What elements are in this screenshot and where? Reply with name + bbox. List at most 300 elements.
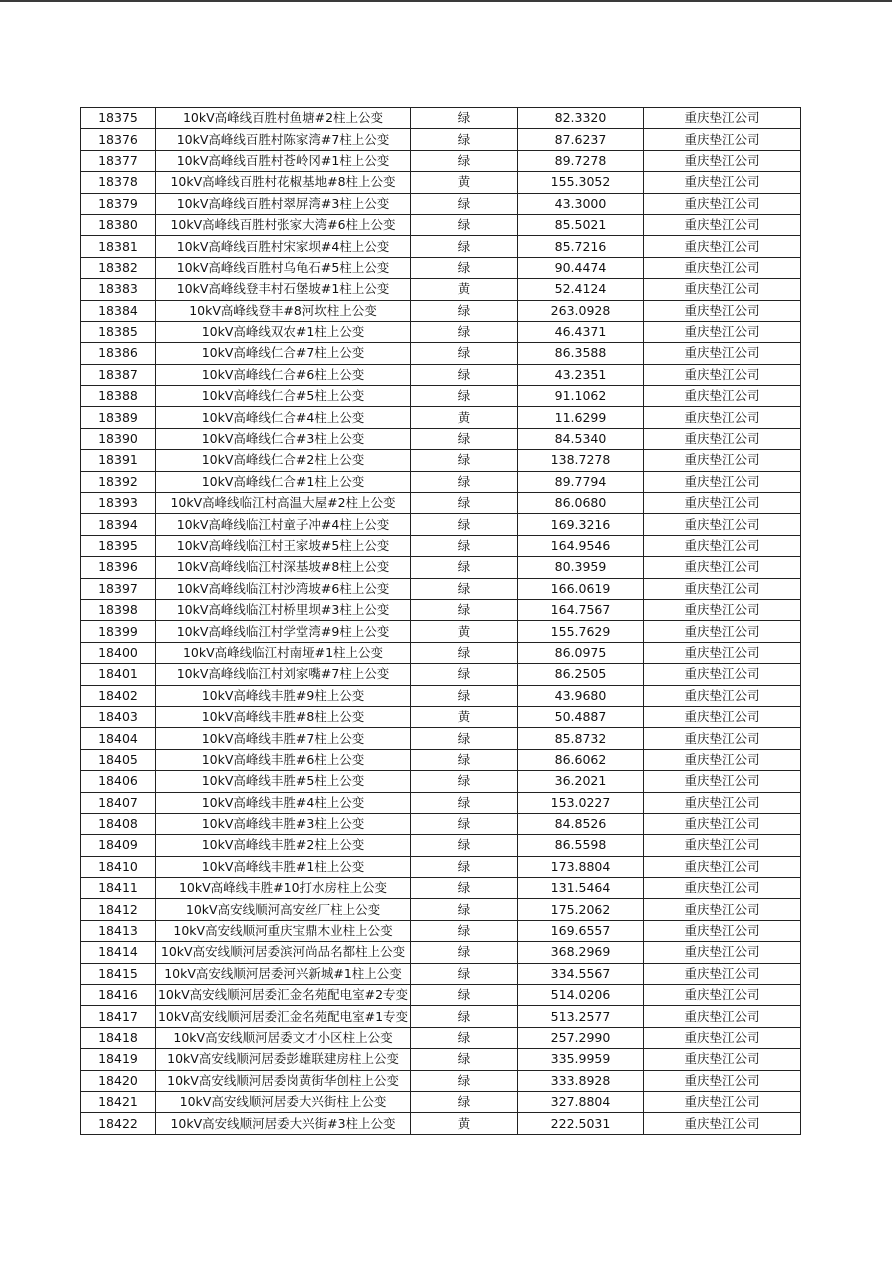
name-clip-wrapper [156,194,410,214]
transformer-name-cell [156,364,411,385]
company-cell: 重庆垫江公司 [644,706,801,727]
name-clip-wrapper [156,130,410,150]
status-cell: 绿 [411,214,518,235]
value-cell: 43.9680 [518,685,644,706]
name-clip-wrapper [156,450,410,470]
transformer-name-text: 10kV高安线顺河居委汇金名苑配电室#1专变 [157,1008,409,1024]
value-cell: 166.0619 [518,578,644,599]
value-cell: 43.2351 [518,364,644,385]
transformer-name-text: 10kV高安线顺河居委文才小区柱上公变 [173,1029,393,1045]
status-cell: 绿 [411,771,518,792]
status-cell: 绿 [411,193,518,214]
transformer-name-text: 10kV高安线顺河重庆宝鼎木业柱上公变 [173,923,393,939]
transformer-name-cell [156,386,411,407]
table-row [81,813,801,834]
company-cell: 重庆垫江公司 [644,985,801,1006]
transformer-name-text: 10kV高峰线仁合#5柱上公变 [201,388,365,404]
status-cell: 黄 [411,621,518,642]
status-cell: 绿 [411,599,518,620]
value-cell: 175.2062 [518,899,644,920]
table-row [81,386,801,407]
company-cell: 重庆垫江公司 [644,129,801,150]
transformer-name-cell [156,321,411,342]
company-cell: 重庆垫江公司 [644,685,801,706]
name-clip-wrapper [156,108,410,128]
transformer-name-cell [156,1070,411,1091]
status-cell: 绿 [411,129,518,150]
company-cell: 重庆垫江公司 [644,771,801,792]
name-clip-wrapper [156,1071,410,1091]
table-row [81,920,801,941]
name-clip-wrapper [156,985,410,1005]
table-row [81,985,801,1006]
status-cell: 绿 [411,514,518,535]
status-cell: 绿 [411,1091,518,1112]
table-row [81,236,801,257]
company-cell: 重庆垫江公司 [644,578,801,599]
name-clip-wrapper [156,472,410,492]
transformer-name-text: 10kV高峰线仁合#1柱上公变 [201,473,365,489]
company-cell: 重庆垫江公司 [644,878,801,899]
status-cell: 绿 [411,728,518,749]
company-cell: 重庆垫江公司 [644,1049,801,1070]
table-row [81,1006,801,1027]
transformer-name-cell [156,706,411,727]
row-id-cell: 18404 [81,728,156,749]
value-cell: 87.6237 [518,129,644,150]
value-cell: 86.0975 [518,642,644,663]
row-id-cell: 18396 [81,557,156,578]
row-id-cell: 18401 [81,664,156,685]
transformer-name-cell [156,878,411,899]
status-cell: 绿 [411,578,518,599]
company-cell: 重庆垫江公司 [644,599,801,620]
transformer-name-text: 10kV高峰线临江村沙湾坡#6柱上公变 [176,580,390,596]
table-row [81,557,801,578]
table-row [81,279,801,300]
status-cell: 黄 [411,407,518,428]
transformer-name-cell [156,942,411,963]
value-cell: 86.5598 [518,835,644,856]
transformer-name-cell [156,150,411,171]
company-cell: 重庆垫江公司 [644,1113,801,1134]
transformer-name-text: 10kV高峰线仁合#2柱上公变 [201,452,365,468]
table-row [81,1027,801,1048]
transformer-name-cell [156,257,411,278]
row-id-cell: 18393 [81,493,156,514]
transformer-name-cell [156,621,411,642]
value-cell: 86.2505 [518,664,644,685]
value-cell: 91.1062 [518,386,644,407]
transformer-name-text: 10kV高安线顺河居委河兴新城#1柱上公变 [164,965,402,981]
transformer-name-text: 10kV高峰线临江村学堂湾#9柱上公变 [176,623,390,639]
value-cell: 164.9546 [518,535,644,556]
row-id-cell: 18378 [81,172,156,193]
transformer-name-cell [156,193,411,214]
company-cell: 重庆垫江公司 [644,386,801,407]
value-cell: 84.5340 [518,428,644,449]
row-id-cell: 18395 [81,535,156,556]
transformer-name-cell [156,493,411,514]
status-cell: 绿 [411,557,518,578]
transformer-name-text: 10kV高峰线临江村刘家嘴#7柱上公变 [176,666,390,682]
transformer-name-text: 10kV高峰线丰胜#8柱上公变 [201,709,365,725]
value-cell: 86.6062 [518,749,644,770]
table-row [81,1070,801,1091]
company-cell: 重庆垫江公司 [644,1070,801,1091]
row-id-cell: 18382 [81,257,156,278]
name-clip-wrapper [156,750,410,770]
value-cell: 89.7278 [518,150,644,171]
value-cell: 257.2990 [518,1027,644,1048]
transformer-name-text: 10kV高峰线临江村桥里坝#3柱上公变 [176,602,390,618]
row-id-cell: 18387 [81,364,156,385]
table-body [81,108,801,1135]
transformer-name-text: 10kV高峰线百胜村张家大湾#6柱上公变 [170,217,396,233]
status-cell: 绿 [411,450,518,471]
table-row [81,257,801,278]
value-cell: 85.8732 [518,728,644,749]
transformer-name-text: 10kV高峰线百胜村翠屏湾#3柱上公变 [176,195,390,211]
name-clip-wrapper [156,707,410,727]
transformer-name-cell [156,578,411,599]
transformer-name-cell [156,236,411,257]
table-row [81,664,801,685]
name-clip-wrapper [156,322,410,342]
row-id-cell: 18417 [81,1006,156,1027]
row-id-cell: 18376 [81,129,156,150]
table-row [81,835,801,856]
name-clip-wrapper [156,151,410,171]
row-id-cell: 18389 [81,407,156,428]
company-cell: 重庆垫江公司 [644,108,801,129]
table-row [81,471,801,492]
table-row [81,578,801,599]
value-cell: 43.3000 [518,193,644,214]
value-cell: 155.3052 [518,172,644,193]
value-cell: 36.2021 [518,771,644,792]
status-cell: 绿 [411,899,518,920]
transformer-name-text: 10kV高峰线丰胜#7柱上公变 [201,730,365,746]
name-clip-wrapper [156,921,410,941]
value-cell: 169.3216 [518,514,644,535]
row-id-cell: 18415 [81,963,156,984]
company-cell: 重庆垫江公司 [644,792,801,813]
row-id-cell: 18381 [81,236,156,257]
table-row [81,771,801,792]
name-clip-wrapper [156,729,410,749]
transformer-name-text: 10kV高峰线临江村王家坡#5柱上公变 [176,538,390,553]
row-id-cell: 18407 [81,792,156,813]
name-clip-wrapper [156,301,410,321]
transformer-name-cell [156,771,411,792]
row-id-cell: 18421 [81,1091,156,1112]
value-cell: 169.6557 [518,920,644,941]
company-cell: 重庆垫江公司 [644,471,801,492]
transformer-name-text: 10kV高峰线临江村深基坡#8柱上公变 [176,559,390,575]
status-cell: 绿 [411,985,518,1006]
row-id-cell: 18405 [81,749,156,770]
transformer-name-cell [156,1113,411,1134]
table-row [81,728,801,749]
table-row [81,172,801,193]
name-clip-wrapper [156,686,410,706]
name-clip-wrapper [156,408,410,428]
company-cell: 重庆垫江公司 [644,279,801,300]
transformer-name-text: 10kV高峰线丰胜#2柱上公变 [201,837,365,853]
status-cell: 绿 [411,300,518,321]
row-id-cell: 18383 [81,279,156,300]
value-cell: 90.4474 [518,257,644,278]
value-cell: 368.2969 [518,942,644,963]
name-clip-wrapper [156,1049,410,1069]
table-row [81,963,801,984]
value-cell: 164.7567 [518,599,644,620]
transformer-name-cell [156,792,411,813]
row-id-cell: 18411 [81,878,156,899]
transformer-name-text: 10kV高峰线丰胜#5柱上公变 [201,773,365,789]
name-clip-wrapper [156,600,410,620]
table-row [81,493,801,514]
status-cell: 绿 [411,150,518,171]
transformer-name-text: 10kV高峰线丰胜#6柱上公变 [201,751,365,767]
status-cell: 绿 [411,664,518,685]
company-cell: 重庆垫江公司 [644,942,801,963]
row-id-cell: 18409 [81,835,156,856]
value-cell: 222.5031 [518,1113,644,1134]
value-cell: 333.8928 [518,1070,644,1091]
name-clip-wrapper [156,835,410,855]
row-id-cell: 18410 [81,856,156,877]
company-cell: 重庆垫江公司 [644,300,801,321]
company-cell: 重庆垫江公司 [644,193,801,214]
transformer-name-cell [156,1027,411,1048]
transformer-name-text: 10kV高峰线登丰#8河坎柱上公变 [189,302,377,318]
company-cell: 重庆垫江公司 [644,364,801,385]
status-cell: 绿 [411,236,518,257]
status-cell: 黄 [411,706,518,727]
name-clip-wrapper [156,1007,410,1027]
company-cell: 重庆垫江公司 [644,856,801,877]
company-cell: 重庆垫江公司 [644,621,801,642]
transformer-name-text: 10kV高峰线丰胜#3柱上公变 [201,816,365,832]
row-id-cell: 18388 [81,386,156,407]
transformer-name-cell [156,108,411,129]
status-cell: 绿 [411,685,518,706]
page-top-border [0,0,892,2]
table-row [81,450,801,471]
name-clip-wrapper [156,1114,410,1134]
value-cell: 46.4371 [518,321,644,342]
transformer-name-cell [156,535,411,556]
table-row [81,514,801,535]
transformer-name-text: 10kV高峰线百胜村鱼塘#2柱上公变 [182,110,384,126]
row-id-cell: 18392 [81,471,156,492]
name-clip-wrapper [156,557,410,577]
name-clip-wrapper [156,279,410,299]
company-cell: 重庆垫江公司 [644,343,801,364]
table-row [81,878,801,899]
status-cell: 绿 [411,321,518,342]
company-cell: 重庆垫江公司 [644,535,801,556]
value-cell: 85.5021 [518,214,644,235]
status-cell: 绿 [411,493,518,514]
company-cell: 重庆垫江公司 [644,920,801,941]
transformer-name-cell [156,172,411,193]
name-clip-wrapper [156,942,410,962]
transformer-name-cell [156,856,411,877]
transformer-name-text: 10kV高峰线登丰村石堡坡#1柱上公变 [176,281,390,297]
row-id-cell: 18398 [81,599,156,620]
row-id-cell: 18412 [81,899,156,920]
transformer-name-cell [156,685,411,706]
name-clip-wrapper [156,878,410,898]
value-cell: 86.0680 [518,493,644,514]
transformer-name-cell [156,557,411,578]
name-clip-wrapper [156,643,410,663]
value-cell: 86.3588 [518,343,644,364]
value-cell: 80.3959 [518,557,644,578]
name-clip-wrapper [156,1092,410,1112]
transformer-name-cell [156,642,411,663]
name-clip-wrapper [156,343,410,363]
table-row [81,792,801,813]
table-row [81,899,801,920]
name-clip-wrapper [156,964,410,984]
row-id-cell: 18386 [81,343,156,364]
transformer-name-text: 10kV高峰线临江村南垭#1柱上公变 [182,644,384,660]
transformer-name-cell [156,514,411,535]
company-cell: 重庆垫江公司 [644,813,801,834]
value-cell: 82.3320 [518,108,644,129]
company-cell: 重庆垫江公司 [644,557,801,578]
row-id-cell: 18377 [81,150,156,171]
table-row [81,150,801,171]
value-cell: 327.8804 [518,1091,644,1112]
status-cell: 绿 [411,1006,518,1027]
transformer-name-cell [156,749,411,770]
transformer-name-cell [156,599,411,620]
row-id-cell: 18379 [81,193,156,214]
value-cell: 514.0206 [518,985,644,1006]
company-cell: 重庆垫江公司 [644,321,801,342]
transformer-name-cell [156,300,411,321]
transformer-name-cell [156,1091,411,1112]
transformer-name-cell [156,343,411,364]
value-cell: 138.7278 [518,450,644,471]
name-clip-wrapper [156,386,410,406]
value-cell: 50.4887 [518,706,644,727]
transformer-name-text: 10kV高峰线丰胜#10打水房柱上公变 [178,880,388,896]
transformer-name-text: 10kV高安线顺河高安丝厂柱上公变 [185,901,381,917]
row-id-cell: 18397 [81,578,156,599]
company-cell: 重庆垫江公司 [644,150,801,171]
company-cell: 重庆垫江公司 [644,664,801,685]
status-cell: 绿 [411,257,518,278]
status-cell: 绿 [411,108,518,129]
transformer-name-cell [156,920,411,941]
transformer-name-text: 10kV高峰线丰胜#1柱上公变 [201,858,365,874]
transformer-name-text: 10kV高峰线百胜村宋家坝#4柱上公变 [176,238,390,254]
value-cell: 11.6299 [518,407,644,428]
value-cell: 155.7629 [518,621,644,642]
value-cell: 173.8804 [518,856,644,877]
company-cell: 重庆垫江公司 [644,728,801,749]
status-cell: 绿 [411,1027,518,1048]
table-row [81,706,801,727]
row-id-cell: 18394 [81,514,156,535]
company-cell: 重庆垫江公司 [644,172,801,193]
name-clip-wrapper [156,664,410,684]
status-cell: 绿 [411,942,518,963]
transformer-name-text: 10kV高峰线仁合#3柱上公变 [201,431,365,447]
value-cell: 334.5567 [518,963,644,984]
name-clip-wrapper [156,515,410,535]
transformer-name-text: 10kV高峰线仁合#6柱上公变 [201,366,365,382]
value-cell: 513.2577 [518,1006,644,1027]
status-cell: 绿 [411,878,518,899]
table-row [81,535,801,556]
value-cell: 84.8526 [518,813,644,834]
transformer-name-cell [156,471,411,492]
status-cell: 绿 [411,792,518,813]
transformer-name-cell [156,450,411,471]
transformer-name-cell [156,728,411,749]
company-cell: 重庆垫江公司 [644,899,801,920]
status-cell: 绿 [411,386,518,407]
value-cell: 335.9959 [518,1049,644,1070]
row-id-cell: 18375 [81,108,156,129]
row-id-cell: 18414 [81,942,156,963]
table-row [81,321,801,342]
row-id-cell: 18416 [81,985,156,1006]
status-cell: 黄 [411,279,518,300]
name-clip-wrapper [156,536,410,556]
table-row [81,685,801,706]
transformer-name-text: 10kV高安线顺河居委岗黄街华创柱上公变 [167,1072,399,1088]
transformer-name-text: 10kV高峰线临江村高温大屋#2柱上公变 [170,495,396,511]
status-cell: 绿 [411,471,518,492]
company-cell: 重庆垫江公司 [644,493,801,514]
status-cell: 黄 [411,172,518,193]
name-clip-wrapper [156,365,410,385]
company-cell: 重庆垫江公司 [644,236,801,257]
status-cell: 绿 [411,835,518,856]
transformer-name-cell [156,214,411,235]
table-row [81,407,801,428]
transformer-name-cell [156,129,411,150]
company-cell: 重庆垫江公司 [644,450,801,471]
name-clip-wrapper [156,493,410,513]
value-cell: 85.7216 [518,236,644,257]
transformer-name-cell [156,279,411,300]
table-row [81,599,801,620]
status-cell: 绿 [411,642,518,663]
status-cell: 绿 [411,343,518,364]
transformer-name-cell [156,407,411,428]
name-clip-wrapper [156,814,410,834]
transformer-name-text: 10kV高安线顺河居委汇金名苑配电室#2专变 [157,987,409,1003]
transformer-name-text: 10kV高峰线临江村童子冲#4柱上公变 [176,516,390,532]
transformer-name-text: 10kV高峰线丰胜#9柱上公变 [201,687,365,703]
transformer-name-cell [156,835,411,856]
company-cell: 重庆垫江公司 [644,835,801,856]
table-row [81,1049,801,1070]
transformer-name-text: 10kV高峰线双农#1柱上公变 [201,324,365,340]
transformer-name-cell [156,813,411,834]
status-cell: 绿 [411,428,518,449]
row-id-cell: 18402 [81,685,156,706]
